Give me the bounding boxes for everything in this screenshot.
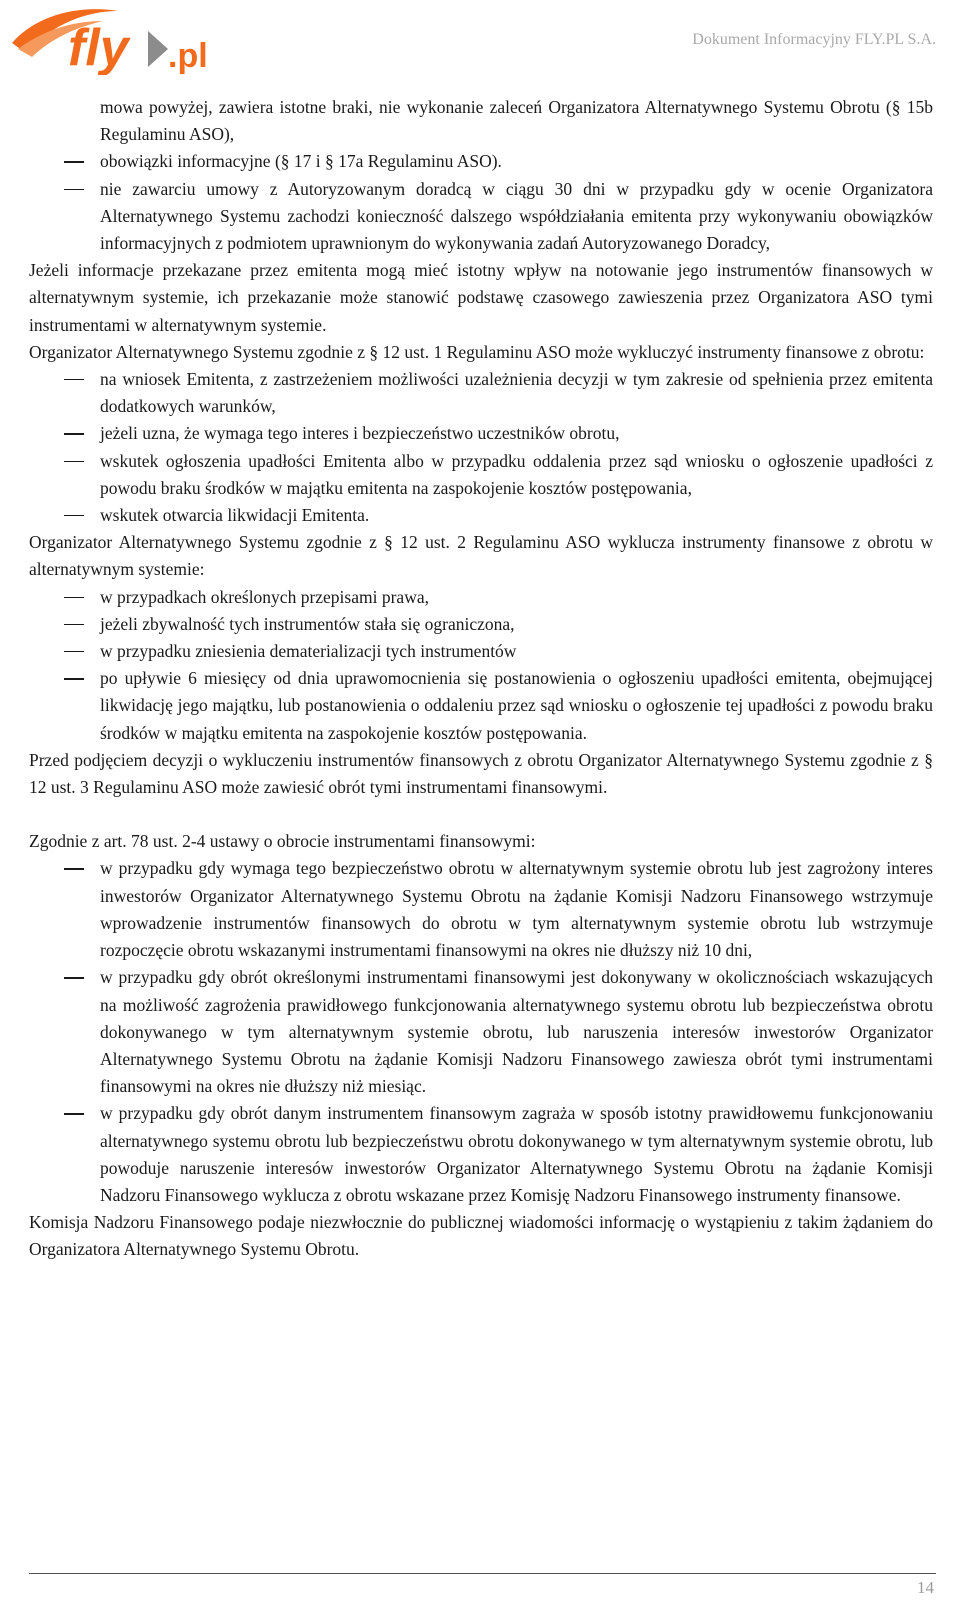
list-item: wskutek otwarcia likwidacji Emitenta. [29,502,933,529]
dash-bullet [64,515,84,516]
document-body [29,94,933,1264]
dash-bullet [64,624,84,625]
list-item: mowa powyżej, zawiera istotne braki, nie wykonanie zaleceń Organizatora Alternatywnego Systemu Obrotu (§ 15b Regulaminu ASO), [100,97,933,145]
page-number: 14 [917,1578,934,1597]
svg-text:.pl: .pl [168,37,208,75]
list-item: w przypadku gdy obrót określonymi instrumentami finansowymi jest dokonywany w okolicznościach wskazujących na możliwość zagrożenia prawidłowego funkcjonowania alternatywnego systemu obrotu lub bezpieczeństwa obrotu dokonywanego w tym alternatywnym systemie obrotu, lub naruszenia interesów inwestorów Organizator Alternatywnego Systemu Obrotu na żądanie Komisji Nadzoru Finansowego zawiesza obrót tymi instrumentami finansowymi na okres nie dłuższy niż miesiąc. [29,964,933,1100]
dash-bullet [64,678,84,679]
paragraph: Organizator Alternatywnego Systemu zgodnie z § 12 ust. 1 Regulaminu ASO może wykluczyć instrumenty finansowe z obrotu: [29,341,925,362]
list-item: w przypadku gdy wymaga tego bezpieczeństwo obrotu w alternatywnym systemie obrotu lub jest zagrożony interes inwestorów Organizator Alternatywnego Systemu Obrotu na żądanie Komisji Nadzoru Finansowego wstrzymuje wprowadzenie instrumentów finansowych do obrotu w tym alternatywnym systemie obrotu lub wstrzymuje rozpoczęcie obrotu wskazanymi instrumentami finansowymi na okres nie dłuższy niż 10 dni, [29,855,933,964]
list-item: jeżeli uzna, że wymaga tego interes i bezpieczeństwo uczestników obrotu, [29,420,933,447]
list-item: w przypadku gdy obrót danym instrumentem finansowym zagraża w sposób istotny prawidłowemu funkcjonowaniu alternatywnego systemu obrotu lub bezpieczeństwu obrotu dokonywanego w tym alternatywnym systemie obrotu, lub powoduje naruszenie interesów inwestorów Organizator Alternatywnego Systemu Obrotu na żądanie Komisji Nadzoru Finansowego wyklucza z obrotu wskazane przez Komisję Nadzoru Finansowego instrumenty finansowe. [29,1100,933,1209]
list-item: w przypadkach określonych przepisami prawa, [29,584,933,611]
paragraph: Zgodnie z art. 78 ust. 2-4 ustawy o obrocie instrumentami finansowymi: [29,831,536,852]
dash-bullet [64,977,84,978]
paragraph-spacer [29,801,933,828]
paragraph: Przed podjęciem decyzji o wykluczeniu instrumentów finansowych z obrotu Organizator Alternatywnego Systemu zgodnie z § 12 ust. 3 Regulaminu ASO może zawiesić obrót tymi instrumentami finansowymi. [29,749,933,798]
fly-pl-logo [8,5,218,75]
paragraph: Jeżeli informacje przekazane przez emitenta mogą mieć istotny wpływ na notowanie jego instrumentów finansowych w alternatywnym systemie, ich przekazanie może stanowić podstawę czasowego zawieszenia przez Organizatora ASO tymi instrumentami w alternatywnym systemie. [29,260,933,335]
dash-bullet [64,189,84,190]
document-header-title: Dokument Informacyjny FLY.PL S.A. [692,31,936,48]
footer-divider [29,1573,936,1574]
dash-bullet [64,1113,84,1114]
list-item: nie zawarciu umowy z Autoryzowanym doradcą w ciągu 30 dni w przypadku gdy w ocenie Organizatora Alternatywnego Systemu zachodzi konieczność dalszego współdziałania emitenta przy wykonywaniu obowiązków informacyjnych z podmiotem uprawnionym do wykonywania zadań Autoryzowanego Doradcy, [29,176,933,258]
list-item: wskutek ogłoszenia upadłości Emitenta albo w przypadku oddalenia przez sąd wniosku o ogłoszenie upadłości z powodu braku środków w majątku emitenta na zaspokojenie kosztów postępowania, [29,448,933,502]
list-item: jeżeli zbywalność tych instrumentów stała się ograniczona, [29,611,933,638]
list-item: w przypadku zniesienia dematerializacji tych instrumentów [29,638,933,665]
dash-bullet [64,161,84,162]
paragraph: Organizator Alternatywnego Systemu zgodnie z § 12 ust. 2 Regulaminu ASO wyklucza instrumenty finansowe z obrotu w alternatywnym systemie: [29,532,933,580]
dash-bullet [64,379,84,380]
dash-bullet [64,433,84,434]
svg-text:fly: fly [68,19,129,75]
dash-bullet [64,461,84,462]
dash-bullet [64,651,84,652]
list-item: obowiązki informacyjne (§ 17 i § 17a Regulaminu ASO). [29,148,933,175]
list-item: po upływie 6 miesięcy od dnia uprawomocnienia się postanowienia o ogłoszeniu upadłości emitenta, obejmującej likwidację jego majątku, lub postanowienia o oddaleniu przez sąd wniosku o ogłoszenie tej upadłości z powodu braku środków w majątku emitenta na zaspokojenie kosztów postępowania. [29,665,933,747]
paragraph: Komisja Nadzoru Finansowego podaje niezwłocznie do publicznej wiadomości informację o wystąpieniu z takim żądaniem do Organizatora Alternatywnego Systemu Obrotu. [29,1212,933,1260]
dash-bullet [64,868,84,869]
list-item: na wniosek Emitenta, z zastrzeżeniem możliwości uzależnienia decyzji w tym zakresie od spełnienia przez emitenta dodatkowych warunków, [29,366,933,420]
dash-bullet [64,597,84,598]
